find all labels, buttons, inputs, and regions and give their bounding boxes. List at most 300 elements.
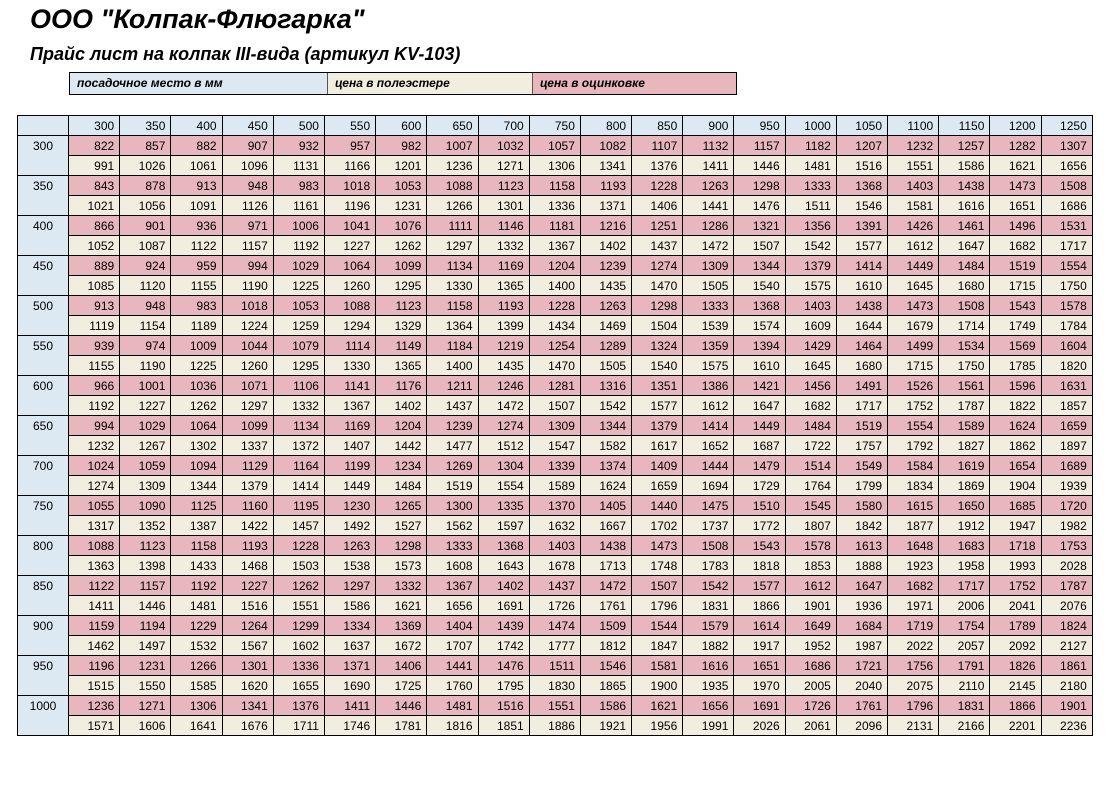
price-cell-zinc: 1792 xyxy=(888,436,939,456)
price-cell-zinc: 1481 xyxy=(171,596,222,616)
price-cell-polyester: 1686 xyxy=(785,656,836,676)
price-cell-polyester: 1239 xyxy=(427,416,478,436)
price-cell-polyester: 1230 xyxy=(324,496,375,516)
price-cell-polyester: 1064 xyxy=(324,256,375,276)
price-cell-polyester: 1239 xyxy=(580,256,631,276)
price-cell-polyester: 994 xyxy=(69,416,120,436)
price-cell-polyester: 1577 xyxy=(734,576,785,596)
table-row-zinc xyxy=(18,196,1093,216)
price-cell-zinc: 1936 xyxy=(836,596,887,616)
price-cell-polyester: 983 xyxy=(273,176,324,196)
price-cell-polyester: 1157 xyxy=(734,136,785,156)
price-cell-zinc: 1667 xyxy=(580,516,631,536)
price-cell-zinc: 1503 xyxy=(273,556,324,576)
price-cell-polyester: 982 xyxy=(376,136,427,156)
price-cell-polyester: 1157 xyxy=(120,576,171,596)
price-cell-zinc: 1621 xyxy=(990,156,1041,176)
price-cell-polyester: 1379 xyxy=(632,416,683,436)
price-cell-polyester: 1082 xyxy=(580,136,631,156)
price-cell-zinc: 1637 xyxy=(324,636,375,656)
price-cell-polyester: 1333 xyxy=(785,176,836,196)
price-cell-zinc: 1262 xyxy=(171,396,222,416)
row-header-size: 400 xyxy=(18,216,69,256)
price-cell-zinc: 1371 xyxy=(580,196,631,216)
row-header-size: 300 xyxy=(18,136,69,176)
price-cell-polyester: 1158 xyxy=(427,296,478,316)
price-cell-zinc: 1352 xyxy=(120,516,171,536)
price-cell-zinc: 1589 xyxy=(529,476,580,496)
price-cell-zinc: 1585 xyxy=(171,676,222,696)
price-cell-polyester: 1479 xyxy=(734,456,785,476)
column-header: 750 xyxy=(529,116,580,136)
price-cell-zinc: 1686 xyxy=(1041,196,1092,216)
price-cell-polyester: 1304 xyxy=(478,456,529,476)
price-cell-zinc: 1295 xyxy=(376,276,427,296)
price-cell-polyester: 971 xyxy=(222,216,273,236)
price-cell-polyester: 1088 xyxy=(69,536,120,556)
table-row-zinc xyxy=(18,436,1093,456)
price-cell-zinc: 1131 xyxy=(273,156,324,176)
price-cell-zinc: 1492 xyxy=(324,516,375,536)
price-cell-zinc: 1166 xyxy=(324,156,375,176)
price-cell-polyester: 1581 xyxy=(632,656,683,676)
price-cell-zinc: 1330 xyxy=(324,356,375,376)
price-cell-zinc: 1586 xyxy=(939,156,990,176)
price-cell-zinc: 1690 xyxy=(324,676,375,696)
price-cell-polyester: 1114 xyxy=(324,336,375,356)
price-cell-polyester: 1659 xyxy=(1041,416,1092,436)
price-cell-zinc: 1679 xyxy=(888,316,939,336)
price-cell-zinc: 2096 xyxy=(836,716,887,736)
table-row-zinc xyxy=(18,316,1093,336)
price-cell-polyester: 1029 xyxy=(273,256,324,276)
table-row-zinc xyxy=(18,676,1093,696)
price-cell-zinc: 1742 xyxy=(478,636,529,656)
price-cell-polyester: 1134 xyxy=(273,416,324,436)
price-cell-zinc: 1551 xyxy=(273,596,324,616)
price-cell-zinc: 1682 xyxy=(990,236,1041,256)
price-cell-zinc: 1540 xyxy=(734,276,785,296)
price-cell-polyester: 1386 xyxy=(683,376,734,396)
price-cell-zinc: 1691 xyxy=(478,596,529,616)
price-cell-zinc: 1540 xyxy=(632,356,683,376)
legend-zinc-price: цена в оцинковке xyxy=(533,73,736,94)
price-cell-zinc: 1505 xyxy=(580,356,631,376)
price-cell-polyester: 948 xyxy=(120,296,171,316)
price-cell-zinc: 1457 xyxy=(273,516,324,536)
price-cell-polyester: 1456 xyxy=(785,376,836,396)
price-cell-zinc: 1122 xyxy=(171,236,222,256)
price-cell-zinc: 2092 xyxy=(990,636,1041,656)
price-cell-polyester: 959 xyxy=(171,256,222,276)
price-cell-polyester: 1123 xyxy=(478,176,529,196)
price-cell-polyester: 1132 xyxy=(683,136,734,156)
price-cell-polyester: 1473 xyxy=(888,296,939,316)
price-cell-zinc: 1120 xyxy=(120,276,171,296)
price-cell-zinc: 1402 xyxy=(376,396,427,416)
price-cell-polyester: 1356 xyxy=(785,216,836,236)
price-cell-zinc: 1336 xyxy=(529,196,580,216)
price-cell-zinc: 1297 xyxy=(222,396,273,416)
price-cell-zinc: 1329 xyxy=(376,316,427,336)
price-cell-zinc: 1411 xyxy=(69,596,120,616)
price-cell-zinc: 1538 xyxy=(324,556,375,576)
price-cell-zinc: 1621 xyxy=(376,596,427,616)
price-cell-zinc: 1575 xyxy=(683,356,734,376)
price-cell-zinc: 1236 xyxy=(427,156,478,176)
price-cell-polyester: 1146 xyxy=(478,216,529,236)
table-row-zinc xyxy=(18,596,1093,616)
price-cell-polyester: 1438 xyxy=(836,296,887,316)
price-cell-polyester: 1122 xyxy=(69,576,120,596)
price-cell-polyester: 1691 xyxy=(734,696,785,716)
price-cell-polyester: 1720 xyxy=(1041,496,1092,516)
price-cell-zinc: 1617 xyxy=(632,436,683,456)
price-cell-zinc: 1306 xyxy=(529,156,580,176)
price-cell-zinc: 1363 xyxy=(69,556,120,576)
price-cell-zinc: 1582 xyxy=(580,436,631,456)
price-cell-zinc: 1402 xyxy=(580,236,631,256)
price-cell-polyester: 1106 xyxy=(273,376,324,396)
price-cell-zinc: 1539 xyxy=(683,316,734,336)
price-cell-polyester: 1409 xyxy=(632,456,683,476)
price-cell-polyester: 1901 xyxy=(1041,696,1092,716)
row-header-size: 850 xyxy=(18,576,69,616)
price-cell-polyester: 1519 xyxy=(836,416,887,436)
price-cell-zinc: 1641 xyxy=(171,716,222,736)
price-cell-zinc: 1554 xyxy=(478,476,529,496)
price-cell-polyester: 1274 xyxy=(478,416,529,436)
price-cell-zinc: 1550 xyxy=(120,676,171,696)
price-cell-polyester: 1269 xyxy=(427,456,478,476)
price-cell-zinc: 1301 xyxy=(478,196,529,216)
price-cell-zinc: 1087 xyxy=(120,236,171,256)
price-cell-zinc: 991 xyxy=(69,156,120,176)
price-cell-zinc: 2166 xyxy=(939,716,990,736)
price-cell-polyester: 1402 xyxy=(478,576,529,596)
price-cell-zinc: 1726 xyxy=(529,596,580,616)
price-cell-zinc: 1026 xyxy=(120,156,171,176)
price-cell-zinc: 1616 xyxy=(939,196,990,216)
table-row-polyester xyxy=(18,496,1093,516)
price-cell-zinc: 1831 xyxy=(683,596,734,616)
price-cell-zinc: 1608 xyxy=(427,556,478,576)
price-cell-zinc: 1472 xyxy=(478,396,529,416)
price-cell-polyester: 1438 xyxy=(580,536,631,556)
price-cell-polyester: 913 xyxy=(171,176,222,196)
price-cell-polyester: 1076 xyxy=(376,216,427,236)
price-cell-polyester: 1651 xyxy=(734,656,785,676)
price-cell-zinc: 1332 xyxy=(273,396,324,416)
price-cell-zinc: 1610 xyxy=(836,276,887,296)
price-cell-zinc: 1820 xyxy=(1041,356,1092,376)
price-cell-polyester: 1335 xyxy=(478,496,529,516)
price-cell-polyester: 1509 xyxy=(580,616,631,636)
price-cell-zinc: 1676 xyxy=(222,716,273,736)
price-cell-polyester: 1125 xyxy=(171,496,222,516)
price-cell-zinc: 1947 xyxy=(990,516,1041,536)
table-row-polyester xyxy=(18,616,1093,636)
price-cell-polyester: 913 xyxy=(69,296,120,316)
price-cell-polyester: 1719 xyxy=(888,616,939,636)
price-cell-polyester: 1158 xyxy=(171,536,222,556)
price-cell-polyester: 1684 xyxy=(836,616,887,636)
table-row-zinc xyxy=(18,516,1093,536)
column-header: 950 xyxy=(734,116,785,136)
price-cell-polyester: 1474 xyxy=(529,616,580,636)
price-cell-polyester: 1426 xyxy=(888,216,939,236)
price-cell-zinc: 1577 xyxy=(632,396,683,416)
price-cell-zinc: 1869 xyxy=(939,476,990,496)
price-cell-zinc: 1519 xyxy=(427,476,478,496)
price-cell-zinc: 1715 xyxy=(990,276,1041,296)
price-cell-zinc: 1748 xyxy=(632,556,683,576)
price-cell-zinc: 1365 xyxy=(478,276,529,296)
price-cell-polyester: 1006 xyxy=(273,216,324,236)
price-cell-polyester: 1826 xyxy=(990,656,1041,676)
price-cell-polyester: 1321 xyxy=(734,216,785,236)
price-cell-polyester: 1264 xyxy=(222,616,273,636)
price-cell-polyester: 1300 xyxy=(427,496,478,516)
legend-polyester-price: цена в полеэстере xyxy=(328,73,533,94)
price-cell-zinc: 1818 xyxy=(734,556,785,576)
price-cell-polyester: 1090 xyxy=(120,496,171,516)
price-cell-zinc: 1449 xyxy=(324,476,375,496)
legend-seat-size: посадочное место в мм xyxy=(70,73,328,94)
price-cell-zinc: 1574 xyxy=(734,316,785,336)
price-cell-zinc: 1422 xyxy=(222,516,273,536)
price-cell-zinc: 1760 xyxy=(427,676,478,696)
price-cell-zinc: 1971 xyxy=(888,596,939,616)
table-row-polyester xyxy=(18,536,1093,556)
price-cell-zinc: 1317 xyxy=(69,516,120,536)
price-cell-polyester: 1404 xyxy=(427,616,478,636)
price-cell-zinc: 1227 xyxy=(120,396,171,416)
price-cell-zinc: 1672 xyxy=(376,636,427,656)
price-cell-polyester: 882 xyxy=(171,136,222,156)
price-cell-polyester: 1123 xyxy=(376,296,427,316)
price-cell-polyester: 901 xyxy=(120,216,171,236)
price-cell-polyester: 1044 xyxy=(222,336,273,356)
price-cell-polyester: 1263 xyxy=(683,176,734,196)
price-cell-polyester: 1414 xyxy=(683,416,734,436)
table-header-row xyxy=(18,116,1093,136)
price-cell-zinc: 1201 xyxy=(376,156,427,176)
price-cell-zinc: 1750 xyxy=(939,356,990,376)
price-cell-zinc: 1897 xyxy=(1041,436,1092,456)
price-cell-zinc: 1656 xyxy=(1041,156,1092,176)
price-cell-zinc: 1155 xyxy=(69,356,120,376)
price-cell-polyester: 1406 xyxy=(376,656,427,676)
price-cell-polyester: 1088 xyxy=(324,296,375,316)
price-cell-zinc: 1886 xyxy=(529,716,580,736)
price-cell-polyester: 1531 xyxy=(1041,216,1092,236)
price-cell-polyester: 1149 xyxy=(376,336,427,356)
price-cell-polyester: 1650 xyxy=(939,496,990,516)
price-cell-polyester: 866 xyxy=(69,216,120,236)
price-cell-zinc: 1294 xyxy=(324,316,375,336)
table-row-polyester xyxy=(18,176,1093,196)
price-cell-zinc: 2201 xyxy=(990,716,1041,736)
price-cell-zinc: 2180 xyxy=(1041,676,1092,696)
price-cell-zinc: 1435 xyxy=(478,356,529,376)
price-cell-polyester: 1246 xyxy=(478,376,529,396)
price-cell-polyester: 1414 xyxy=(836,256,887,276)
price-cell-zinc: 1567 xyxy=(222,636,273,656)
price-cell-zinc: 1597 xyxy=(478,516,529,536)
price-cell-polyester: 1648 xyxy=(888,536,939,556)
price-cell-polyester: 1624 xyxy=(990,416,1041,436)
table-row-polyester xyxy=(18,376,1093,396)
price-cell-zinc: 1442 xyxy=(376,436,427,456)
price-cell-polyester: 1309 xyxy=(683,256,734,276)
price-cell-zinc: 1877 xyxy=(888,516,939,536)
price-cell-zinc: 1711 xyxy=(273,716,324,736)
table-row-zinc xyxy=(18,396,1093,416)
price-cell-zinc: 1647 xyxy=(734,396,785,416)
price-cell-polyester: 1059 xyxy=(120,456,171,476)
price-cell-zinc: 1862 xyxy=(990,436,1041,456)
price-cell-polyester: 1649 xyxy=(785,616,836,636)
price-cell-polyester: 1359 xyxy=(683,336,734,356)
price-cell-zinc: 1757 xyxy=(836,436,887,456)
row-header-size: 700 xyxy=(18,456,69,496)
price-cell-polyester: 1344 xyxy=(580,416,631,436)
price-cell-zinc: 1190 xyxy=(222,276,273,296)
price-cell-zinc: 1851 xyxy=(478,716,529,736)
price-cell-zinc: 1497 xyxy=(120,636,171,656)
price-cell-zinc: 1512 xyxy=(478,436,529,456)
price-cell-zinc: 1441 xyxy=(683,196,734,216)
price-cell-polyester: 966 xyxy=(69,376,120,396)
price-cell-polyester: 1551 xyxy=(529,696,580,716)
price-cell-zinc: 1515 xyxy=(69,676,120,696)
price-cell-zinc: 1645 xyxy=(888,276,939,296)
price-cell-polyester: 1787 xyxy=(1041,576,1092,596)
price-cell-polyester: 1229 xyxy=(171,616,222,636)
table-row-polyester xyxy=(18,416,1093,436)
price-cell-polyester: 1088 xyxy=(427,176,478,196)
price-cell-zinc: 1784 xyxy=(1041,316,1092,336)
price-cell-zinc: 1225 xyxy=(273,276,324,296)
column-header: 850 xyxy=(632,116,683,136)
price-cell-polyester: 1508 xyxy=(1041,176,1092,196)
price-cell-zinc: 1812 xyxy=(580,636,631,656)
price-cell-zinc: 1190 xyxy=(120,356,171,376)
price-cell-zinc: 1807 xyxy=(785,516,836,536)
column-header: 350 xyxy=(120,116,171,136)
price-cell-zinc: 1411 xyxy=(683,156,734,176)
table-row-zinc xyxy=(18,476,1093,496)
price-cell-zinc: 1192 xyxy=(69,396,120,416)
price-cell-polyester: 1604 xyxy=(1041,336,1092,356)
price-cell-zinc: 1923 xyxy=(888,556,939,576)
price-cell-polyester: 1481 xyxy=(427,696,478,716)
price-cell-zinc: 1715 xyxy=(888,356,939,376)
price-cell-polyester: 1516 xyxy=(478,696,529,716)
price-cell-zinc: 1484 xyxy=(376,476,427,496)
price-cell-zinc: 1532 xyxy=(171,636,222,656)
price-cell-polyester: 1344 xyxy=(734,256,785,276)
price-cell-zinc: 1376 xyxy=(632,156,683,176)
row-header-size: 550 xyxy=(18,336,69,376)
price-cell-polyester: 924 xyxy=(120,256,171,276)
price-cell-zinc: 1259 xyxy=(273,316,324,336)
price-cell-zinc: 1367 xyxy=(529,236,580,256)
price-cell-zinc: 1687 xyxy=(734,436,785,456)
price-cell-polyester: 1752 xyxy=(990,576,1041,596)
price-cell-polyester: 1184 xyxy=(427,336,478,356)
price-cell-polyester: 1181 xyxy=(529,216,580,236)
price-cell-polyester: 1614 xyxy=(734,616,785,636)
price-cell-polyester: 1341 xyxy=(222,696,273,716)
price-cell-polyester: 1094 xyxy=(171,456,222,476)
price-cell-zinc: 1830 xyxy=(529,676,580,696)
price-cell-zinc: 2041 xyxy=(990,596,1041,616)
price-cell-polyester: 857 xyxy=(120,136,171,156)
price-cell-polyester: 1464 xyxy=(836,336,887,356)
price-cell-zinc: 2028 xyxy=(1041,556,1092,576)
price-cell-polyester: 1099 xyxy=(222,416,273,436)
price-cell-zinc: 1575 xyxy=(785,276,836,296)
column-header: 500 xyxy=(273,116,324,136)
price-cell-zinc: 1096 xyxy=(222,156,273,176)
price-cell-zinc: 1610 xyxy=(734,356,785,376)
price-cell-polyester: 1682 xyxy=(888,576,939,596)
price-cell-zinc: 1609 xyxy=(785,316,836,336)
price-cell-zinc: 1472 xyxy=(683,236,734,256)
price-cell-zinc: 1952 xyxy=(785,636,836,656)
column-header: 300 xyxy=(69,116,120,136)
column-header: 800 xyxy=(580,116,631,136)
price-cell-polyester: 1613 xyxy=(836,536,887,556)
price-cell-zinc: 1344 xyxy=(171,476,222,496)
price-cell-zinc: 1414 xyxy=(273,476,324,496)
price-cell-polyester: 1032 xyxy=(478,136,529,156)
price-cell-polyester: 1403 xyxy=(888,176,939,196)
price-cell-polyester: 1367 xyxy=(427,576,478,596)
price-cell-polyester: 1405 xyxy=(580,496,631,516)
price-cell-polyester: 1009 xyxy=(171,336,222,356)
price-cell-polyester: 1444 xyxy=(683,456,734,476)
price-cell-zinc: 1816 xyxy=(427,716,478,736)
table-row-zinc xyxy=(18,276,1093,296)
price-cell-zinc: 1260 xyxy=(222,356,273,376)
price-cell-polyester: 1685 xyxy=(990,496,1041,516)
price-cell-polyester: 1199 xyxy=(324,456,375,476)
price-cell-zinc: 1707 xyxy=(427,636,478,656)
price-cell-zinc: 2131 xyxy=(888,716,939,736)
price-cell-polyester: 1472 xyxy=(580,576,631,596)
price-cell-polyester: 1796 xyxy=(888,696,939,716)
column-header: 1050 xyxy=(836,116,887,136)
price-cell-zinc: 1527 xyxy=(376,516,427,536)
price-cell-zinc: 2022 xyxy=(888,636,939,656)
price-cell-polyester: 1534 xyxy=(939,336,990,356)
price-cell-polyester: 1194 xyxy=(120,616,171,636)
price-cell-zinc: 2006 xyxy=(939,596,990,616)
price-cell-polyester: 1263 xyxy=(580,296,631,316)
price-cell-polyester: 1007 xyxy=(427,136,478,156)
price-cell-polyester: 1376 xyxy=(273,696,324,716)
price-cell-zinc: 1643 xyxy=(478,556,529,576)
price-cell-zinc: 1052 xyxy=(69,236,120,256)
price-cell-zinc: 1834 xyxy=(888,476,939,496)
price-cell-zinc: 1904 xyxy=(990,476,1041,496)
price-cell-zinc: 1787 xyxy=(939,396,990,416)
price-cell-polyester: 1584 xyxy=(888,456,939,476)
price-cell-polyester: 1508 xyxy=(939,296,990,316)
